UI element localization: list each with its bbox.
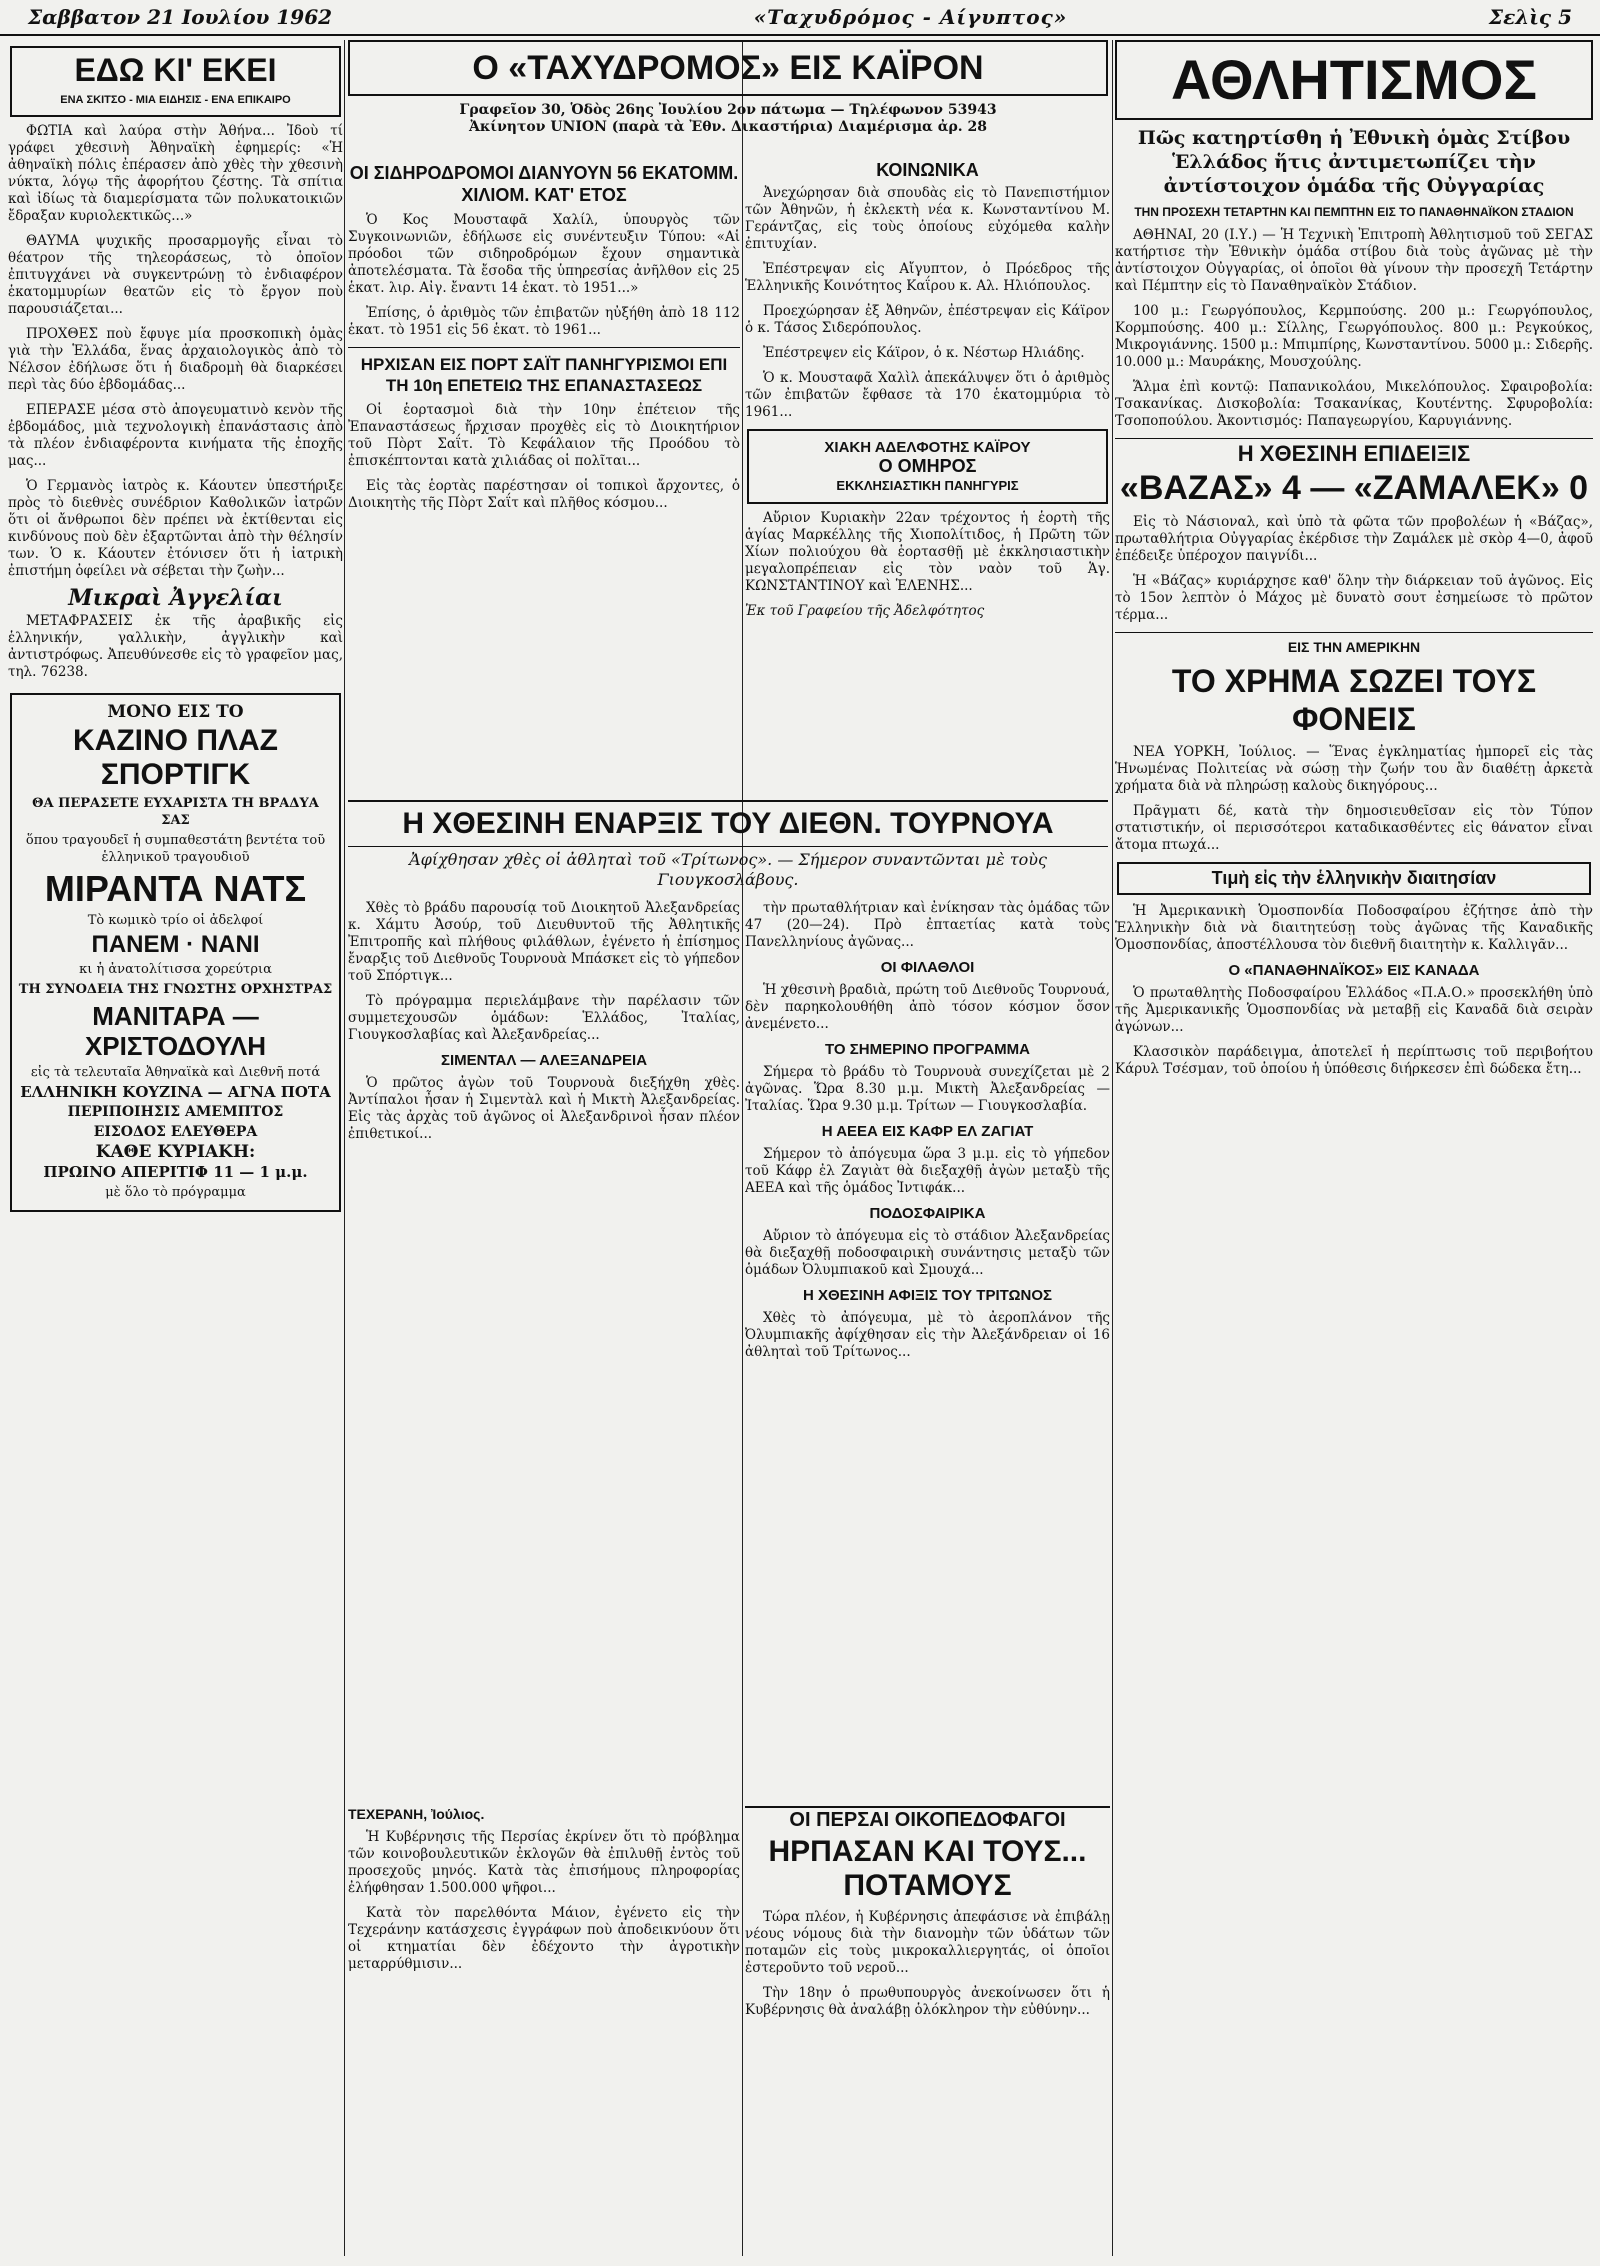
paragraph: ΕΠΕΡΑΣΕ μέσα στὸ ἀπογευματινὸ κενὸν τῆς ἐβδομάδος, μιὰ τεχνολογικὴ ἐπανάστασις ἀπὸ τὰ πλέον ἐνδιαφέροντα κινήματα τῆς ἐποχῆς μας... (8, 402, 343, 469)
ad-line: ὅπου τραγουδεῖ ἡ συμπαθεστάτη βεντέτα τοῦ ἑλληνικοῦ τραγουδιοῦ (25, 833, 326, 865)
ad-line: Τὸ κωμικὸ τρίο οἱ ἀδελφοί (87, 913, 264, 928)
vasas-zamalek-score: «ΒΑΖΑΣ» 4 — «ΖΑΜΑΛΕΚ» 0 (1119, 469, 1589, 507)
column-3-middle (745, 900, 1110, 1410)
paragraph: Ἀνεχώρησαν διὰ σπουδὰς εἰς τὸ Πανεπιστήμιον τῶν Ἀθηνῶν, ἡ ἐκλεκτὴ νέα κ. Κωνσταντίνου Μ. Γεράντζας, εἰς τοὺς ὁποίους εὐχόμεθα καλὴν ἐπιτυχίαν. (745, 185, 1110, 252)
paragraph: Χθὲς τὸ ἀπόγευμα, μὲ τὸ ἀεροπλάνον τῆς Ὀλυμπιακῆς ἀφίχθησαν εἰς τὴν Ἀλεξάνδρειαν οἱ 16 ἀθληταὶ τοῦ Τρίτωνος... (745, 1310, 1110, 1360)
football-heading: ΠΟΔΟΣΦΑΙΡΙΚΑ (869, 1205, 986, 1222)
paragraph: ΑΘΗΝΑΙ, 20 (Ι.Υ.) — Ἡ Τεχνικὴ Ἐπιτροπὴ Ἀθλητισμοῦ τοῦ ΣΕΓΑΣ κατήρτισε τὴν Ἐθνικὴν ὁμάδα στίβου διὰ τοὺς ἀγῶνας μὲ τὴν ἀντίστοιχον Οὐγγαρίας, οἱ ὁποῖοι θὰ γίνουν τὴν προσεχῆ Τετάρτην καὶ Πέμπτην εἰς τὸ Παναθηναϊκὸν Στάδιον. (1115, 227, 1593, 294)
paragraph: ΠΡΟΧΘΕΣ ποὺ ἔφυγε μία προσκοπικὴ ὁμὰς γιὰ τὴν Ἑλλάδα, ἕνας ἀρχαιολογικὸς ἀπὸ τὸ Νέλσον ἐδήλωσε ὅτι ἡ διαδρομὴ θὰ διαρκέσει περὶ τὰς δύο ἑβδομάδας... (8, 326, 343, 393)
taxydromos-cairo-header (348, 40, 1108, 150)
paragraph: Ἡ «Βάζας» κυριάρχησε καθ' ὅλην τὴν διάρκειαν τοῦ ἀγῶνος. Εἰς τὸ 15ον λεπτὸν ὁ Μάχος μὲ δυνατὸ σουτ ἐσημείωσε τὸ πρῶτον τέρμα... (1115, 573, 1593, 623)
paragraph: ΦΩΤΙΑ καὶ λαύρα στὴν Ἀθήνα... Ἰδοὺ τί γράφει χθεσινὴ Ἀθηναϊκὴ ἐφημερίς: «Ἡ ἀθηναϊκὴ πόλις ἐπέρασεν ἀπὸ χθὲς τὴν χθεσινὴ νύκτα, λόγῳ τῆς ἀφορήτου ζέστης. Τὰ σπίτια καὶ ἰδίως τὰ διαμερίσματα τῶν πολυκατοικιῶν ἔδραξαν κυριολεκτικῶς...» (8, 123, 343, 224)
paragraph: Ὁ πρῶτος ἀγὼν τοῦ Τουρνουὰ διεξήχθη χθὲς. Ἀντίπαλοι ἦσαν ἡ Σιμεντὰλ καὶ ἡ Μικτὴ Ἀλεξανδρείας. Εἰς τὰς ἀρχὰς τοῦ ἀγῶνος οἱ Ἀλεξανδρινοὶ ἦσαν πλέον ἐπιθετικοί... (348, 1075, 740, 1142)
column-3-upper (745, 156, 1110, 796)
money-saves-murderers-headline: ΤΟ ΧΡΗΜΑ ΣΩΖΕΙ ΤΟΥΣ ΦΟΝΕΙΣ (1171, 663, 1537, 737)
paragraph: Αὔριον τὸ ἀπόγευμα εἰς τὸ στάδιον Ἀλεξανδρείας θὰ διεξαχθῇ ποδοσφαιρικὴ συνάντησις μεταξὺ τῶν ὁμάδων Ὀλυμπιακοῦ καὶ Σμουχά... (745, 1228, 1110, 1278)
paragraph: Αὔριον Κυριακὴν 22αν τρέχοντος ἡ ἑορτὴ τῆς ἁγίας Μαρκέλλης τῆς Χιοπολίτιδος, ἡ Πρῶτη τῶν Χίων πολιούχου θὰ ἑορτασθῇ μὲ ἐκκλησιαστικὴν μεγαλοπρέπειαν εἰς τὸν ναὸν τοῦ Ἁγ. ΚΩΝΣΤΑΝΤΙΝΟΥ καὶ ἙΛΕΝΗΣ... (745, 510, 1110, 594)
classifieds-heading: Μικραὶ Ἀγγελίαι (68, 585, 283, 611)
edo-ki-ekei-title: ΕΔΩ ΚΙ' ΕΚΕΙ (74, 52, 277, 88)
paragraph: Τώρα πλέον, ἡ Κυβέρνησις ἀπεφάσισε νὰ ἐπιβάλῃ νέους νόμους διὰ τὴν διανομὴν τῶν ὑδάτων τῶν ποταμῶν εἰς τοὺς μικροκαλλιεργητάς, οἱ ὁποῖοι ἐστεροῦντο τοῦ νεροῦ... (745, 1909, 1110, 1976)
ad-band: ΜΑΝΙΤΑΡΑ — ΧΡΙΣΤΟΔΟΥΛΗ (84, 1001, 267, 1061)
paragraph: 100 μ.: Γεωργόπουλος, Κερμπούσης. 200 μ.: Γεωργόπουλος, Κορμπούσης. 400 μ.: Σίλλης, Γεωργόπουλος. 800 μ.: Ρεγκούκος, Μικρογιάννης. 1500 μ.: Μπιμπίρης, Κωνσταντίνου. 5000 μ.: Σιδερῆς. 10.000 μ.: Μαυράκης, Μουσχούλης. (1115, 303, 1593, 370)
ad-line: ΕΙΣΟΔΟΣ ΕΛΕΥΘΕΡΑ (93, 1124, 258, 1140)
column-divider (1112, 40, 1113, 2256)
ad-line: κι ἡ ἀνατολίτισσα χορεύτρια (79, 962, 272, 977)
yesterday-exhibition-heading: Η ΧΘΕΣΙΝΗ ΕΠΙΔΕΙΞΙΣ (1237, 441, 1471, 466)
ad-line: ΤΗ ΣΥΝΟΔΕΙΑ ΤΗΣ ΓΝΩΣΤΗΣ ΟΡΧΗΣΤΡΑΣ (18, 982, 333, 997)
chios-brotherhood-box (747, 429, 1108, 504)
paragraph: Ὁ Γερμανὸς ἰατρὸς κ. Κάουτεν ὑπεστήριξε πρὸς τὸ διεθνὲς συνέδριον Καθολικῶν ἰατρῶν ὅτι οἱ ἄνθρωποι δὲν πρέπει νὰ ἐκτίθενται εἰς κινδύνους ποὺ δὲν ἐξαρτῶνται ἀπὸ τὴν θέλησίν των. Ὁ κ. Κάουτεν ἐτόνισεν ὅτι ἡ ἰατρικὴ ἐπιστήμη ὀφείλει νὰ σέβεται τὴν ζωὴν... (8, 478, 343, 579)
paragraph: Εἰς τὸ Νάσιοναλ, καὶ ὑπὸ τὰ φῶτα τῶν προβολέων ἡ «Βάζας», πρωταθλήτρια Οὐγγαρίας ἐκέρδισε τὴν Ζαμάλεκ μὲ σκὸρ 4—0, ἀφοῦ ἐπέδειξε ὑπέροχον παιγνίδι... (1115, 514, 1593, 564)
edo-ki-ekei-subtitle: ΕΝΑ ΣΚΙΤΣΟ - ΜΙΑ ΕΙΔΗΣΙΣ - ΕΝΑ ΕΠΙΚΑΙΡΟ (60, 94, 291, 106)
ad-line: ΘΑ ΠΕΡΑΣΕΤΕ ΕΥΧΑΡΙΣΤΑ ΤΗ ΒΡΑΔΥΑ ΣΑΣ (32, 796, 319, 828)
persians-headline: ΟΙ ΠΕΡΣΑΙ ΟΙΚΟΠΕΔΟΦΑΓΟΙ (745, 1806, 1110, 1829)
paragraph: Ὁ Κος Μουσταφᾶ Χαλίλ, ὑπουργὸς τῶν Συγκοινωνιῶν, ἐδήλωσε εἰς συνέντευξιν Τύπου: «Αἱ πρόοδοι τῶν σιδηροδρόμων ἔχουν σημαντικὰ ἀποτελέσματα. Τὰ ἔσοδα τῆς ὑπηρεσίας ἀνῆλθον εἰς 25 ἑκατ. λιρ. Αἰγ. ἔναντι 14 ἑκατ. τὸ 1951...» (348, 212, 740, 296)
paragraph: Τὸ πρόγραμμα περιελάμβανε τὴν παρέλασιν τῶν συμμετεχουσῶν ὁμάδων: Ἑλλάδος, Ἰταλίας, Γιουγκοσλαβίας καὶ Ἀλεξανδρείας... (348, 993, 740, 1043)
classified-ad: ΜΕΤΑΦΡΑΣΕΙΣ ἐκ τῆς ἀραβικῆς εἰς ἑλληνικήν, γαλλικὴν, ἀγγλικὴν καὶ ἀντιστρόφως. Ἀπευθύνεσθε εἰς τὸ γραφεῖον μας, τηλ. 76238. (8, 613, 343, 680)
masthead (0, 0, 1600, 36)
ad-line: ΕΛΛΗΝΙΚΗ ΚΟΥΖΙΝΑ — ΑΓΝΑ ΠΟΤΑ (20, 1083, 331, 1101)
ad-line: ΠΕΡΙΠΟΙΗΣΙΣ ΑΜΕΜΠΤΟΣ (67, 1104, 284, 1120)
paragraph: τὴν πρωταθλήτριαν καὶ ἐνίκησαν τὰς ὁμάδας τῶν 47 (20—24). Πρὸ ἐπταετίας κατὰ τοὺς Πανελληνίους ἀγῶνας... (745, 900, 1110, 950)
railways-headline: ΟΙ ΣΙΔΗΡΟΔΡΟΜΟΙ ΔΙΑΝΥΟΥΝ 56 ΕΚΑΤΟΜΜ. ΧΙΛΙΟΜ. ΚΑΤ' ΕΤΟΣ (349, 163, 739, 205)
paragraph: Σήμερα τὸ βράδυ τὸ Τουρνουὰ συνεχίζεται μὲ 2 ἀγῶνας. Ὥρα 8.30 μ.μ. Μικτὴ Ἀλεξανδρείας — Ἰταλίας. Ὥρα 9.30 μ.μ. Τρίτων — Γιουγκοσλαβία. (745, 1064, 1110, 1114)
paragraph: Προεχώρησαν ἐξ Ἀθηνῶν, ἐπέστρεψαν εἰς Κάϊρον ὁ κ. Τάσος Σιδερόπουλος. (745, 303, 1110, 336)
edo-ki-ekei-header (10, 46, 341, 117)
divider (348, 347, 740, 348)
port-said-headline: ΗΡΧΙΣΑΝ ΕΙΣ ΠΟΡΤ ΣΑΪΤ ΠΑΝΗΓΥΡΙΣΜΟΙ ΕΠΙ ΤΗ 10η ΕΠΕΤΕΙΩ ΤΗΣ ΕΠΑΝΑΣΤΑΣΕΩΣ (360, 355, 728, 395)
persians-article (745, 1800, 1110, 2240)
column-2-upper (348, 156, 740, 796)
paragraph: Ἐπίσης, ὁ ἀριθμὸς τῶν ἐπιβατῶν ηὐξήθη ἀπὸ 18 112 ἑκατ. τὸ 1951 εἰς 56 ἑκατ. τὸ 1961... (348, 305, 740, 338)
today-program-heading: ΤΟ ΣΗΜΕΡΙΝΟ ΠΡΟΓΡΑΜΜΑ (825, 1041, 1030, 1058)
ad-duo-2: ΝΑΝΙ (200, 931, 260, 958)
ad-duo-1: ΠΑΝΕΜ (91, 931, 180, 958)
paragraph: Ἅλμα ἐπὶ κοντῷ: Παπανικολάου, Μικελόπουλος. Σφαιροβολία: Τσακανίκας. Δισκοβολία: Τσακανίκας, Κουτέντης. Σφυροβολία: Τσοποπούλου. Ἀκοντισμός: Παπαγεωργίου, Καρυγιάννης. (1115, 379, 1593, 429)
national-team-headline: Πῶς κατηρτίσθη ἡ Ἐθνικὴ ὁμὰς Στίβου Ἑλλάδος ἥτις ἀντιμετωπίζει τὴν ἀντίστοιχον ὁμάδα τῆς Οὐγγαρίας (1137, 127, 1571, 197)
paragraph: ΝΕΑ ΥΟΡΚΗ, Ἰούλιος. — Ἕνας ἐγκληματίας ἠμπορεῖ εἰς τὰς Ἡνωμένας Πολιτείας νὰ σώσῃ τὴν ζωήν του ἂν διαθέτῃ ἀρκετὰ χρήματα διὰ νὰ πληρώσῃ καλοὺς δικηγόρους... (1115, 744, 1593, 794)
divider (1115, 632, 1593, 633)
masthead-date: Σαββατον 21 Ιουλίου 1962 (28, 5, 333, 29)
column-2-middle (348, 900, 740, 1410)
paragraph: Ἡ Κυβέρνησις τῆς Περσίας ἐκρίνεν ὅτι τὸ πρόβλημα τῶν κοινοβουλευτικῶν ἐκλογῶν θὰ ἐπιλυθῇ ἐντὸς τοῦ προσεχοῦς μηνός. Κατὰ τὰς ἐπισήμους πληροφορίας ἐλήφθησαν 1.500.000 ψῆφοι... (348, 1829, 740, 1896)
divider (1115, 438, 1593, 439)
paragraph: Ἡ Ἀμερικανικὴ Ὁμοσπονδία Ποδοσφαίρου ἐζήτησε ἀπὸ τὴν Ἑλληνικὴν διὰ νὰ διαιτητεύσῃ τοὺς ἀγῶνας τῆς Καναδικῆς Ὁμοσπονδίας, ἀποστέλλουσα τὸν διεθνῆ διαιτητὴν κ. Καλλιγᾶν... (1115, 903, 1593, 953)
chios-box-line1: ΧΙΑΚΗ ΑΔΕΛΦΟΤΗΣ ΚΑΪΡΟΥ (824, 439, 1031, 456)
tehran-article (348, 1800, 740, 2240)
paragraph: Ἐπέστρεψεν εἰς Κάϊρον, ὁ κ. Νέστωρ Ηλιάδης. (763, 345, 1085, 361)
panathinaikos-canada-heading: Ο «ΠΑΝΑΘΗΝΑΪΚΟΣ» ΕΙΣ ΚΑΝΑΔΑ (1228, 962, 1480, 979)
column-sports (1115, 40, 1593, 2256)
ad-line: ΚΑΘΕ ΚΥΡΙΑΚΗ: (95, 1142, 256, 1162)
tehran-dateline: ΤΕΧΕΡΑΝΗ, Ἰούλιος. (348, 1806, 485, 1822)
paragraph: Οἱ ἑορτασμοὶ διὰ τὴν 10ην ἐπέτειον τῆς Ἐπαναστάσεως ἤρχισαν προχθὲς εἰς τὸ Διοικητήριον τοῦ Πὸρτ Σαΐτ. Τὸ Κεφάλαιον τῆς Προόδου τὸ ἐπισκέπτονται κατὰ χιλιάδας οἱ πολῖται... (348, 402, 740, 469)
sports-banner: ΑΘΛΗΤΙΣΜΟΣ (1115, 40, 1593, 120)
paragraph: Ἡ χθεσινὴ βραδιὰ, πρώτη τοῦ Διεθνοῦς Τουρνουά, δὲν παρηκολουθήθη ἀπὸ τόσον κόσμον ὅσον ἀνεμένετο... (745, 982, 1110, 1032)
taxydromos-cairo-banner: Ο «ΤΑΧΥΔΡΟΜΟΣ» ΕΙΣ ΚΑΪΡΟΝ (348, 40, 1108, 96)
paragraph: Κλασσικὸν παράδειγμα, ἀποτελεῖ ἡ περίπτωσις τοῦ περιβοήτου Κάρυλ Τσέσμαν, τοῦ ὁποίου ἡ ὑπόθεσις διήρκεσεν ἐπὶ δώδεκα ἔτη... (1115, 1044, 1593, 1077)
paragraph: Σήμερον τὸ ἀπόγευμα ὥρα 3 μ.μ. εἰς τὸ γήπεδον τοῦ Κάφρ ἐλ Ζαγιὰτ θὰ διεξαχθῇ ἀγὼν μεταξὺ τῆς ΑΕΕΑ καὶ τῆς ὁμάδος Ἰντιφάκ... (745, 1146, 1110, 1196)
signature: Ἐκ τοῦ Γραφείου τῆς Ἀδελφότητος (745, 603, 985, 619)
paragraph: Χθὲς τὸ βράδυ παρουσίᾳ τοῦ Διοικητοῦ Ἀλεξανδρείας κ. Χάμτυ Ἀσούρ, τοῦ Διευθυντοῦ τῆς Ἀθλητικῆς Ἐπιτροπῆς καὶ πλήθους φιλάθλων, ἐγένετο ἡ ἐπίσημος ἔναρξις τοῦ Διεθνοῦς Τουρνουὰ Μπάσκετ εἰς τὸ γήπεδον τοῦ Σπόρτιγκ... (348, 900, 740, 984)
basketball-tournament-headline: Η ΧΘΕΣΙΝΗ ΕΝΑΡΞΙΣ ΤΟΥ ΔΙΕΘΝ. ΤΟΥΡΝΟΥΑ (348, 800, 1108, 847)
chios-box-line3: ΕΚΚΛΗΣΙΑΣΤΙΚΗ ΠΑΝΗΓΥΡΙΣ (836, 478, 1019, 493)
ad-line: ΠΡΩΙΝΟ ΑΠΕΡΙΤΙΦ 11 — 1 μ.μ. (43, 1163, 308, 1181)
paragraph: Ἐπέστρεψαν εἰς Αἴγυπτον, ὁ Πρόεδρος τῆς Ἑλληνικῆς Κοινότητος Καΐρου κ. Αλ. Ηλιόπουλος. (745, 261, 1110, 294)
ad-duo: ΠΑΝΕΜ · ΝΑΝΙ (91, 931, 260, 958)
greek-referee-headline: Τιμὴ εἰς τὴν ἑλληνικὴν διαιτησίαν (1117, 862, 1591, 895)
paragraph: Τὴν 18ην ὁ πρωθυπουργὸς ἀνεκοίνωσεν ὅτι ἡ Κυβέρνησις θὰ ἀναλάβῃ ὁλόκληρον τὴν εὐθύνην... (745, 1985, 1110, 2018)
paragraph: Εἰς τὰς ἑορτὰς παρέστησαν οἱ τοπικοὶ ἄρχοντες, ὁ Διοικητὴς τῆς Πὸρτ Σαΐτ καὶ πλῆθος κόσμου... (348, 478, 740, 511)
paragraph: Ὁ πρωταθλητὴς Ποδοσφαίρου Ἑλλάδος «Π.Α.Ο.» προσεκλήθη ὑπὸ τῆς Ἀμερικανικῆς Ὁμοσπονδίας νὰ μεταβῇ εἰς Καναδᾶ διὰ σειρὰν ἀγώνων... (1115, 985, 1593, 1035)
america-kicker: ΕΙΣ ΤΗΝ ΑΜΕΡΙΚΗΝ (1287, 639, 1421, 655)
column-edo-ki-ekei (8, 40, 343, 2256)
ad-line: μὲ ὅλο τὸ πρόγραμμα (105, 1185, 246, 1200)
office-building: Ἀκίνητον UNION (παρὰ τὰ Ἐθν. Δικαστήρια) Διαμέρισμα ἀρ. 28 (468, 119, 988, 135)
paragraph: Κατὰ τὸν παρελθόντα Μάιον, ἐγένετο εἰς τὴν Τεχεράνην κατάσχεσις ἐγγράφων ποὺ ἀποδεικνύουν ὅτι οἱ κτηματίαι δὲν ἐδέχοντο τὴν ἀγροτικὴν μεταρρύθμισιν... (348, 1905, 740, 1972)
social-news-heading: ΚΟΙΝΩΝΙΚΑ (876, 160, 979, 180)
masthead-title: «Ταχυδρόμος - Αίγυπτος» (753, 5, 1068, 29)
triton-arrival-heading: Η ΧΘΕΣΙΝΗ ΑΦΙΞΙΣ ΤΟΥ ΤΡΙΤΩΝΟΣ (802, 1287, 1053, 1304)
basketball-subheadline: Ἀφίχθησαν χθὲς οἱ ἀθληταὶ τοῦ «Τρίτωνος». — Σήμερον συναντῶνται μὲ τοὺς Γιουγκοσλάβους. (409, 850, 1047, 889)
chios-box-line2: Ο ΟΜΗΡΟΣ (878, 456, 977, 476)
column-divider (344, 40, 345, 2256)
ad-line: ΜΟΝΟ ΕΙΣ ΤΟ (107, 702, 244, 722)
masthead-page-number: Σελὶς 5 (1488, 5, 1572, 29)
ad-venue: ΚΑΖΙΝΟ ΠΛΑΖ ΣΠΟΡΤΙΓΚ (73, 724, 278, 791)
ad-singer: ΜΙΡΑΝΤΑ ΝΑΤΣ (44, 868, 307, 909)
paragraph: Ὁ κ. Μουσταφᾶ Χαλὶλ ἀπεκάλυψεν ὅτι ὁ ἀριθμὸς τῶν ἐπιβατῶν ἔφθασε τὰ 170 ἑκατομμύρια τὸ 1961... (745, 370, 1110, 420)
office-address: Γραφεῖον 30, Ὁδὸς 26ης Ἰουλίου 2ον πάτωμα — Τηλέφωνον 53943 (459, 102, 997, 118)
simental-headline: ΣΙΜΕΝΤΑΛ — ΑΛΕΞΑΝΔΡΕΙΑ (440, 1052, 648, 1069)
paragraph: Πρᾶγματι δέ, κατὰ τὴν δημοσιευθεῖσαν εἰς τὸν Τύπον στατιστικήν, οἱ περισσότεροι καταδικασθέντες εἰς θάνατον εἶναι ἄτομα πτωχά... (1115, 803, 1593, 853)
fans-heading: ΟΙ ΦΙΛΑΘΛΟΙ (880, 959, 975, 976)
persians-subheadline: ΗΡΠΑΣΑΝ ΚΑΙ ΤΟΥΣ... ΠΟΤΑΜΟΥΣ (768, 1835, 1087, 1902)
paragraph: ΘΑΥΜΑ ψυχικῆς προσαρμογῆς εἶναι τὸ θέατρον τῆς τηλεοράσεως, τὸ ὁποῖον ἐπιτυγχάνει νὰ συγκεντρώνῃ τὸ ἐνδιαφέρον ἑκατομμυρίων θεατῶν εἰς τὸ ἔργον ποὺ παρουσιάζεται... (8, 233, 343, 317)
national-team-subheadline: ΤΗΝ ΠΡΟΣΕΧΗ ΤΕΤΑΡΤΗΝ ΚΑΙ ΠΕΜΠΤΗΝ ΕΙΣ ΤΟ ΠΑΝΑΘΗΝΑΪΚΟΝ ΣΤΑΔΙΟΝ (1134, 205, 1574, 219)
ad-line: εἰς τὰ τελευταῖα Ἀθηναϊκὰ καὶ Διεθνῆ ποτά (30, 1065, 321, 1080)
column-divider (742, 40, 743, 2256)
aeea-heading: Η ΑΕΕΑ ΕΙΣ ΚΑΦΡ ΕΛ ΖΑΓΙΑΤ (821, 1123, 1034, 1140)
casino-advertisement (10, 693, 341, 1212)
